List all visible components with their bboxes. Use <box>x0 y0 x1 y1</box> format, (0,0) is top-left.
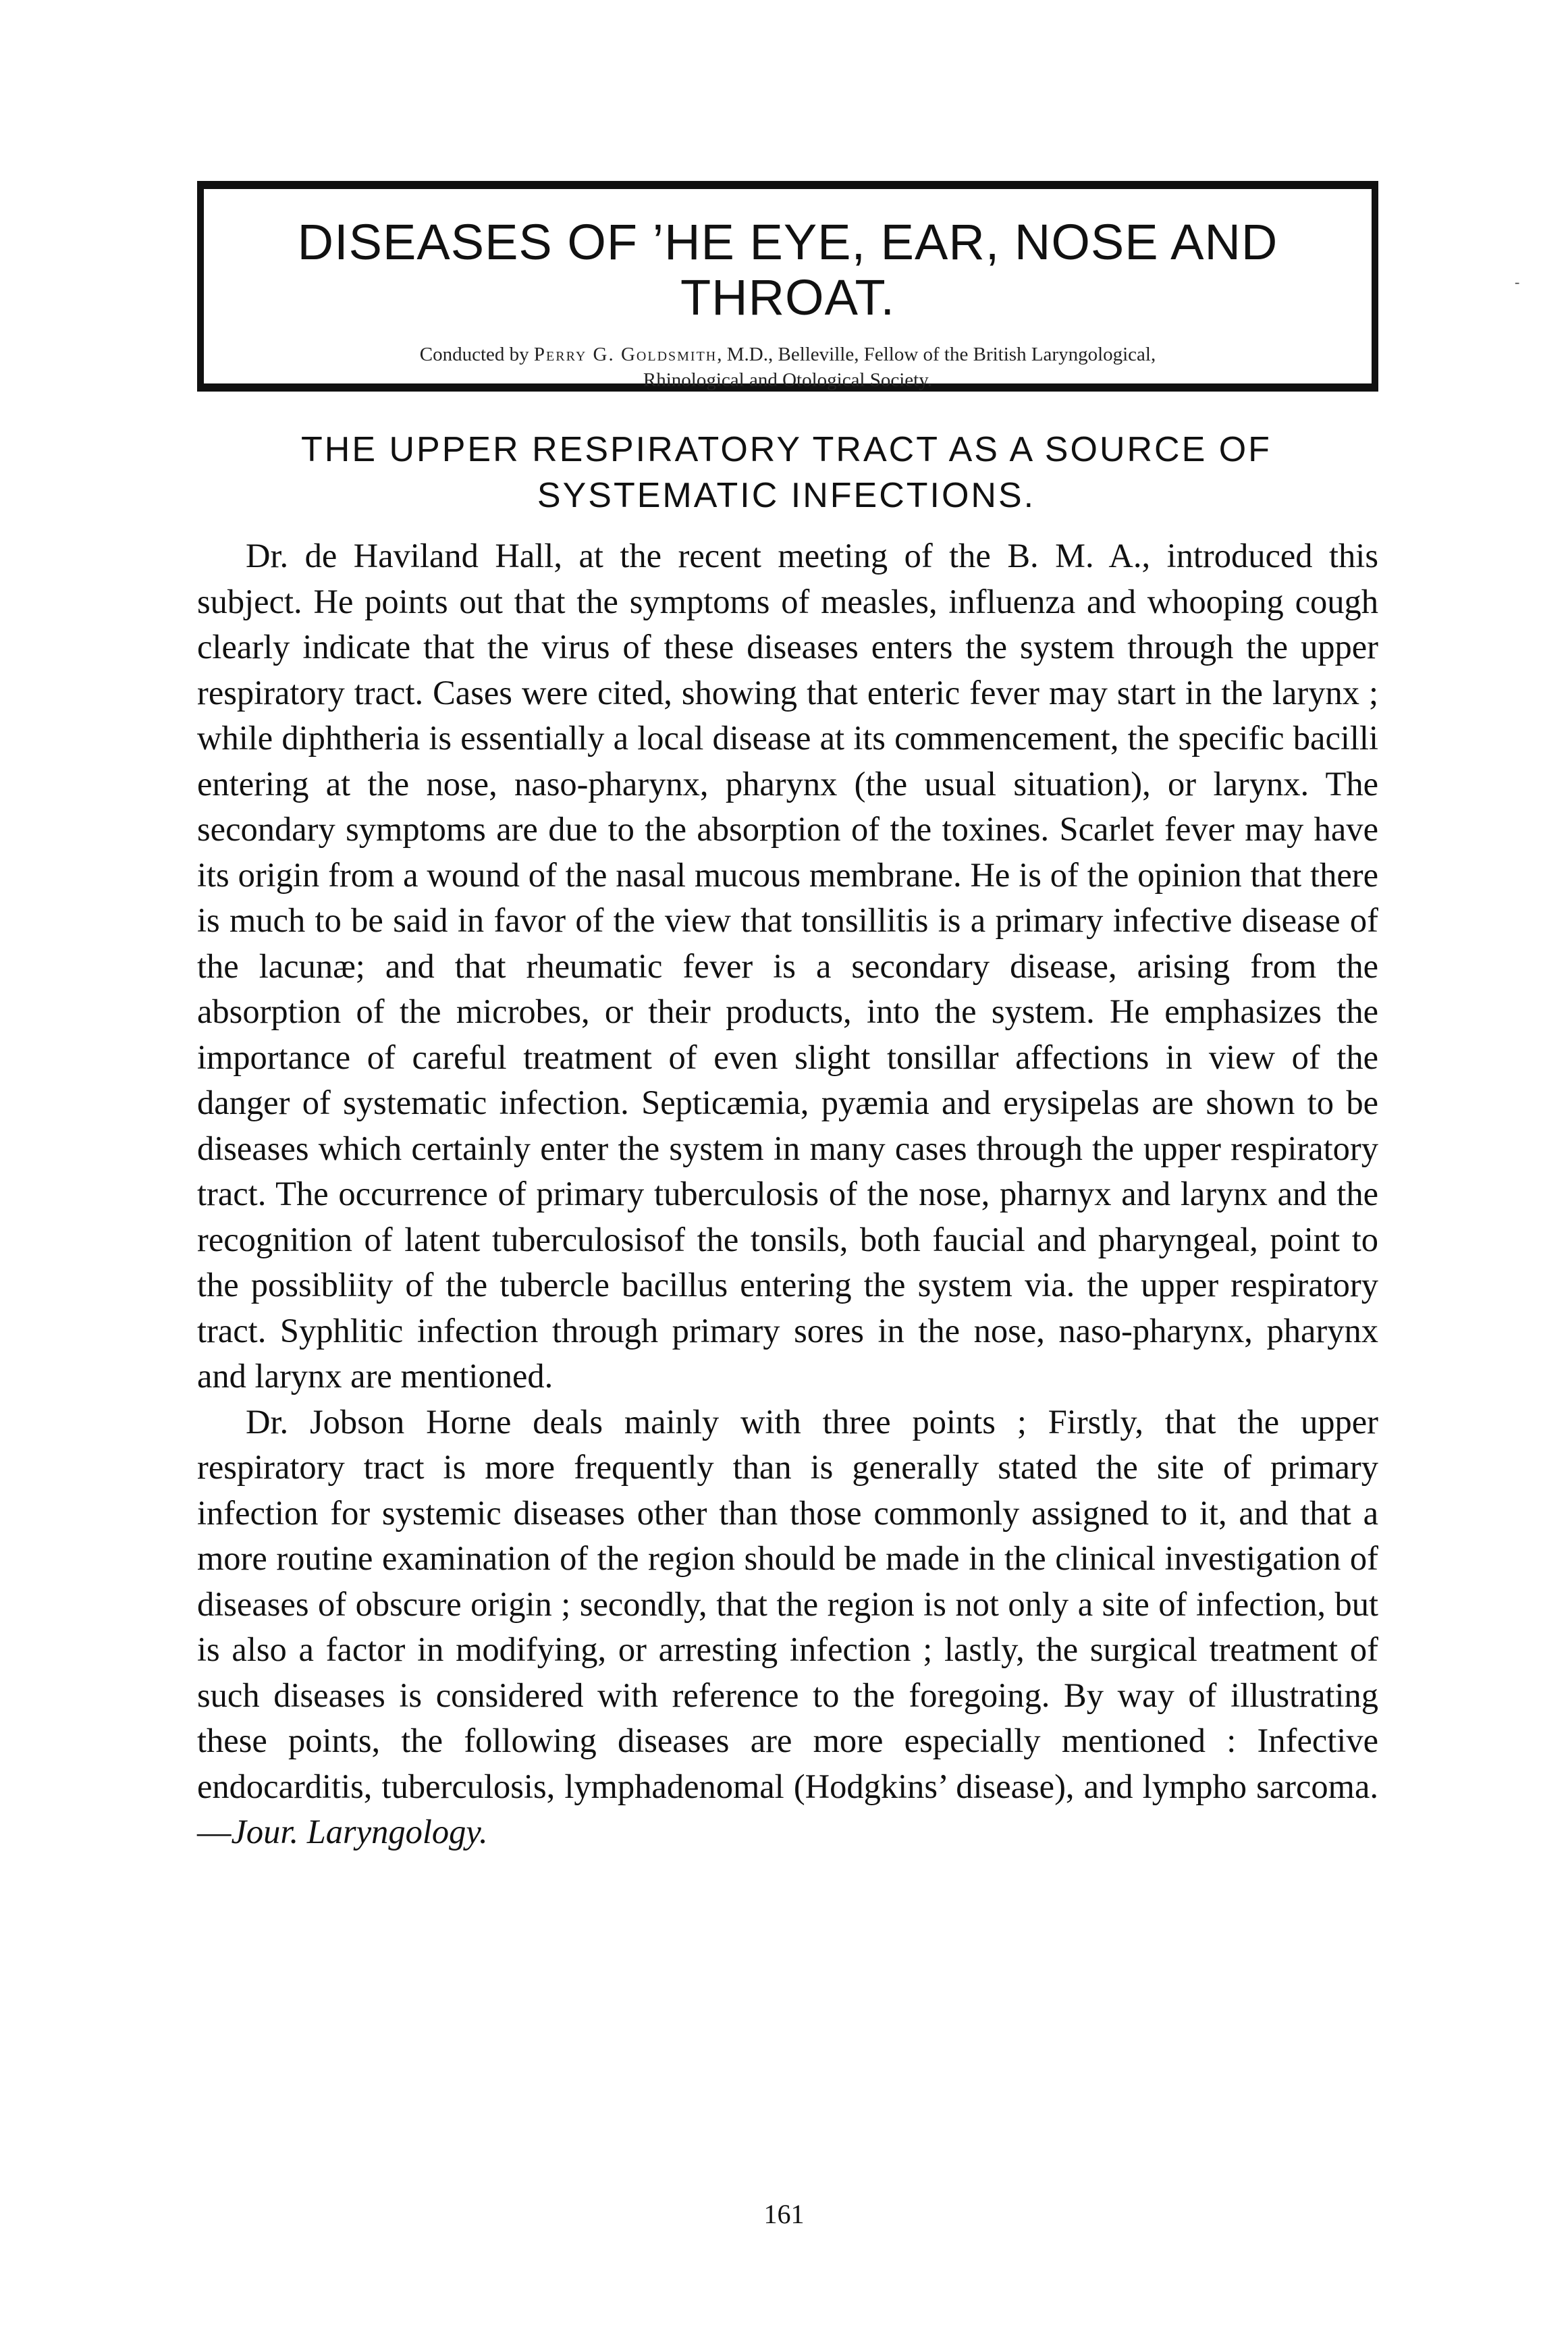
margin-mark: - <box>1515 273 1520 290</box>
article-body <box>197 533 1378 1855</box>
credit-line-1 <box>231 342 1345 367</box>
page-number: 161 <box>763 2199 805 2229</box>
section-title-line-1: DISEASES OF ’HE EYE, EAR, NOSE AND <box>297 214 1278 270</box>
credit-line-2: Rhinological and Otological Society. <box>643 369 933 391</box>
credit-line-1-rest: , M.D., Belleville, Fellow of the British Laryngological, <box>717 344 1156 365</box>
paragraph-hall: Dr. de Haviland Hall, at the recent meeting of the B. M. A., introduced this subject. He points out that the symptoms of measles, influenza and whooping cough clearly indicate that the virus of these diseases enters the system through the upper respiratory tract. Cases were cited, showing that enteric fever may start in the larynx ; while diphtheria is essentially a local disease at its commencement, the specific bacilli entering at the nose, naso-pharynx, pharynx (the usual situation), or larynx. The secondary symptoms are due to the absorption of the toxines. Scarlet fever may have its origin from a wound of the nasal mucous membrane. He is of the opinion that there is much to be said in favor of the view that tonsillitis is a primary infective disease of the lacunæ; and that rheumatic fever is a secondary disease, arising from the absorption of the microbes, or their products, into the system. He emphasizes the importance of careful treatment of even slight tonsillar affections in view of the danger of systematic infection. Septicæmia, pyæmia and erysipelas are shown to be diseases which certainly enter the system in many cases through the upper respiratory tract. The occurrence of primary tuberculosis of the nose, pharnyx and larynx and the recognition of latent tuberculosisof the tonsils, both faucial and pharyngeal, point to the possibliity of the tubercle bacillus entering the system via. the upper respiratory tract. Syphlitic infection through primary sores in the nose, naso-pharynx, pharynx and larynx are mentioned. <box>197 537 1378 1395</box>
citation-journal: Jour. Laryngology. <box>231 1813 488 1851</box>
section-credit <box>231 342 1345 393</box>
credit-editor-name: Perry G. Goldsmith <box>533 344 718 365</box>
article-title-line-1: THE UPPER RESPIRATORY TRACT AS A SOURCE OF <box>301 430 1272 469</box>
section-title <box>204 215 1372 325</box>
section-header-box <box>197 181 1378 392</box>
credit-prefix: Conducted by <box>419 344 529 365</box>
paragraph-horne-text: Dr. Jobson Horne deals mainly with three points ; Firstly, that the upper respiratory tract is more frequently than is generally stated the site of primary infection for systemic diseases other than those commonly assigned to it, and that a more routine examination of the region should be made in the clinical investigation of diseases of obscure origin ; secondly, that the region is not only a site of infection, but is also a factor in modifying, or arresting infection ; lastly, the surgical treatment of such diseases is considered with reference to the foregoing. By way of illustrating these points, the following diseases are more especially mentioned : Infective endocarditis, tuberculosis, lymphadenomal (Hodgkins’ disease), and lympho sarcoma.— <box>197 1402 1378 1851</box>
section-title-line-2: THROAT. <box>680 269 896 325</box>
article-title <box>202 427 1370 518</box>
article-title-line-2: SYSTEMATIC INFECTIONS. <box>537 476 1036 515</box>
paragraph-horne <box>197 1400 1378 1855</box>
